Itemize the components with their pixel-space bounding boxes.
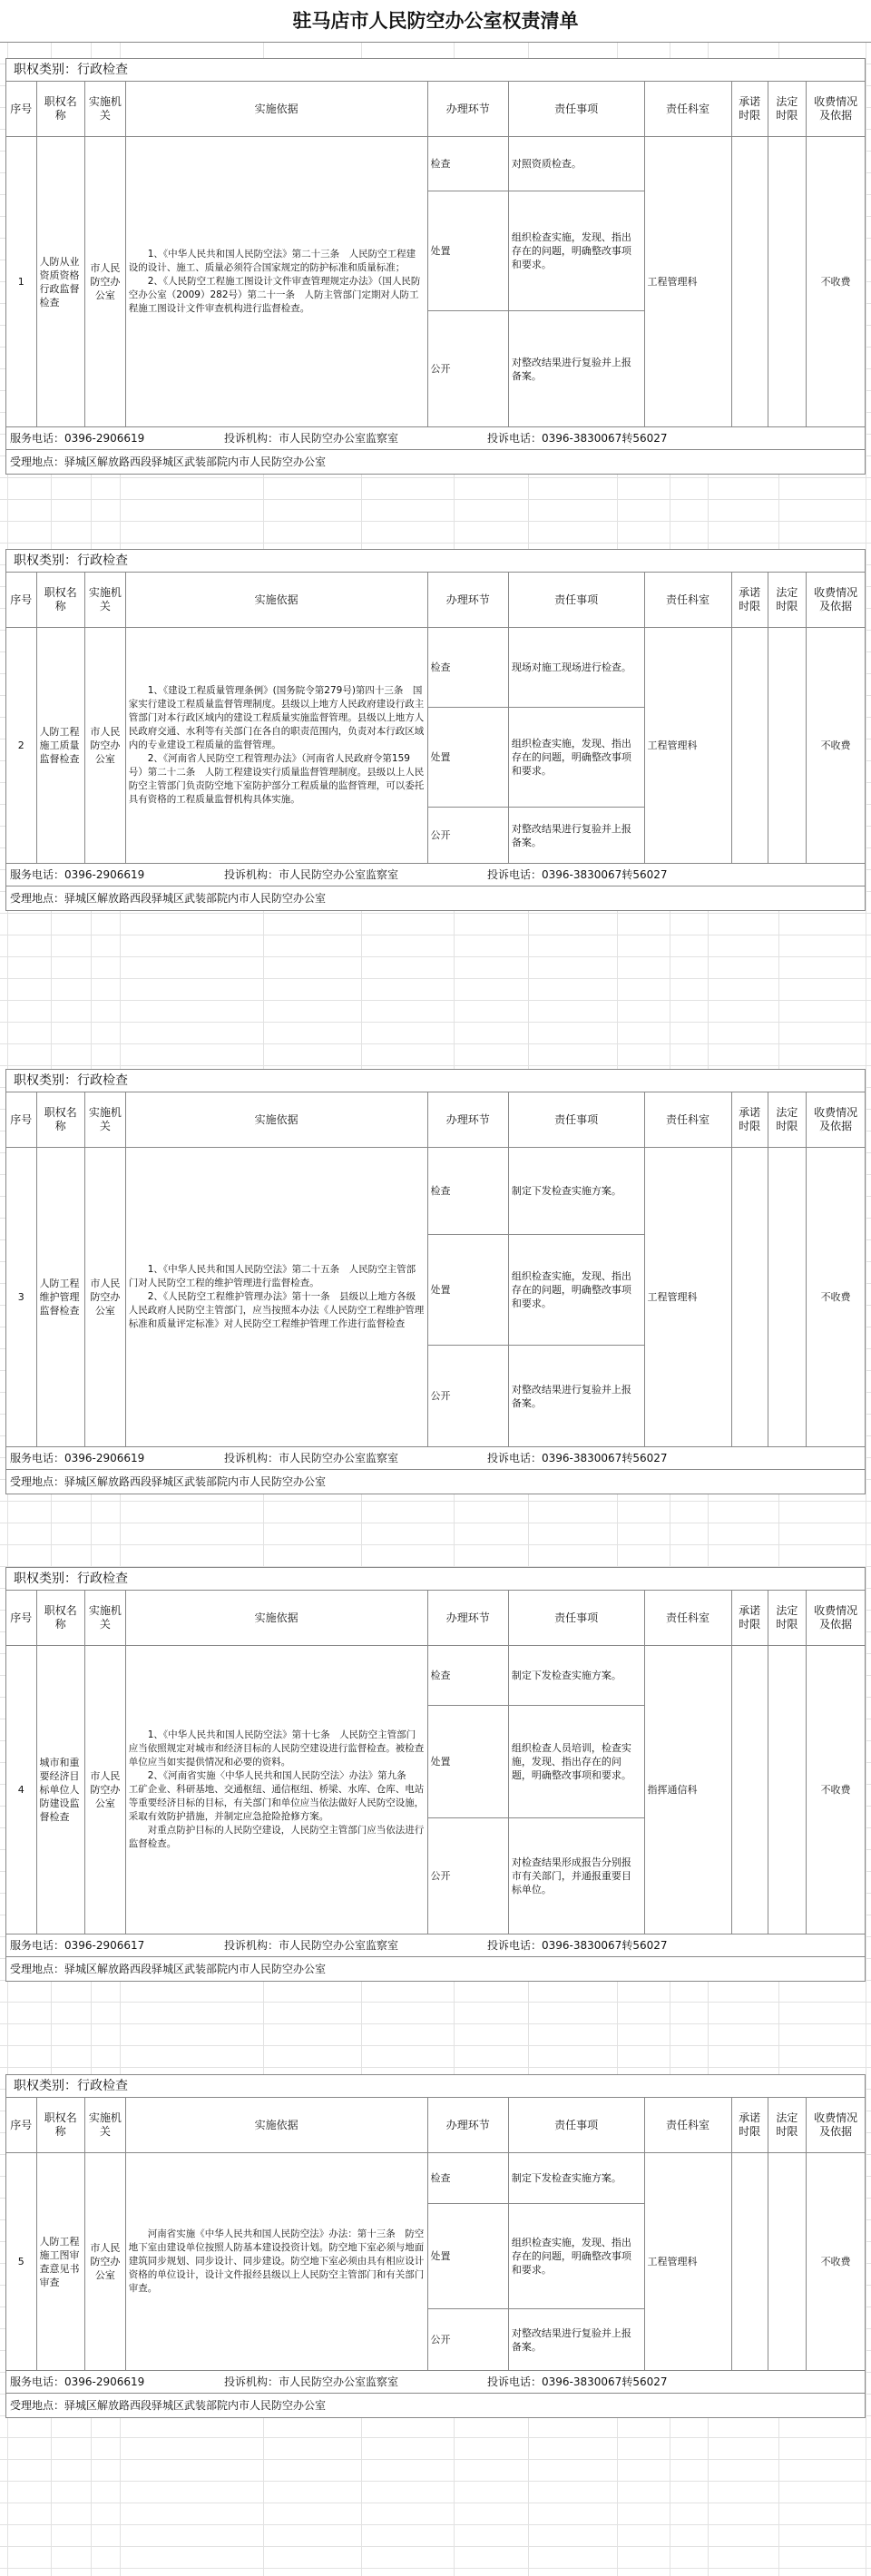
header-basis: 实施依据 — [125, 2098, 427, 2153]
legal-basis-paragraph: 河南省实施《中华人民共和国人民防空法》办法：第十三条 防空地下室由建设单位按照人防基本建设投资计划。防空地下室必须与地面建筑同步规划、同步设计、同步建设。防空地下室必须由具有相应设计资格的单位设计，设计文件报经县级以上人民防空主管部门和有关部门审查。 — [128, 2228, 425, 2294]
responsibility-item: 组织检查实施，发现、指出存在的问题，明确整改事项和要求。 — [508, 2204, 644, 2309]
grid-row-line — [0, 2002, 871, 2003]
header-seq: 序号 — [6, 82, 37, 137]
complaint-phone: 投诉电话：0396-3830067转56027 — [487, 1939, 668, 1952]
service-phone: 服务电话：0396-2906619 — [10, 1452, 145, 1464]
legal-basis-paragraph: 1、《中华人民共和国人民防空法》第二十三条 人民防空工程建设的设计、施工、质量必须符合国家规定的防护标准和质量标准； — [128, 249, 416, 273]
header-legal: 法定时限 — [768, 1591, 806, 1646]
header-name: 职权名称 — [36, 2098, 85, 2153]
header-basis: 实施依据 — [125, 82, 427, 137]
authority-table — [5, 81, 866, 427]
category-label: 职权类别：行政检查 — [5, 1069, 866, 1092]
header-seq: 序号 — [6, 1591, 37, 1646]
table-row — [6, 137, 866, 191]
header-dept: 责任科室 — [644, 1591, 731, 1646]
legal-basis-paragraph: 2、《河南省实施〈中华人民共和国人民防空法〉办法》第九条 工矿企业、科研基地、交通枢纽、通信枢纽、桥梁、水库、仓库、电站等重要经济目标的目标，有关部门和单位应当依法做好人民防空设施，采取有效防护措施，并制定应急抢险抢修方案。 — [128, 1770, 425, 1822]
row-seq: 2 — [6, 628, 37, 864]
legal-basis-paragraph: 2、《人民防空工程维护管理办法》第十一条 县级以上地方各级人民政府人民防空主管部门，应当按照本办法《人民防空工程维护管理标准和质量评定标准》对人民防空工程维护管理工作进行监督检查 — [128, 1291, 425, 1329]
process-stage: 公开 — [427, 1818, 508, 1934]
responsible-department: 工程管理科 — [644, 628, 731, 864]
authority-name: 人防从业资质资格行政监督检查 — [36, 137, 85, 427]
table-header-row — [6, 573, 866, 628]
implementing-agency: 市人民防空办公室 — [85, 2153, 126, 2371]
responsibility-item: 现场对施工现场进行检查。 — [508, 628, 644, 708]
header-promise: 承诺时限 — [731, 2098, 768, 2153]
promise-time-limit — [731, 137, 768, 427]
fee-info: 不收费 — [807, 137, 866, 427]
process-stage: 公开 — [427, 311, 508, 427]
header-promise: 承诺时限 — [731, 1591, 768, 1646]
authority-name: 人防工程维护管理监督检查 — [36, 1148, 85, 1447]
grid-row-line — [0, 956, 871, 957]
contact-row — [5, 1447, 866, 1470]
category-label: 职权类别：行政检查 — [5, 1567, 866, 1590]
responsibility-item: 对检查结果形成报告分别报市有关部门，并通报重要目标单位。 — [508, 1818, 644, 1934]
service-phone: 服务电话：0396-2906619 — [10, 2375, 145, 2388]
authority-table — [5, 1092, 866, 1447]
authority-block — [5, 549, 866, 911]
responsibility-item: 组织检查实施，发现、指出存在的问题，明确整改事项和要求。 — [508, 191, 644, 311]
header-duty: 责任事项 — [508, 2098, 644, 2153]
complaint-agency: 投诉机构：市人民防空办公室监察室 — [224, 1452, 399, 1464]
grid-row-line — [0, 1022, 871, 1023]
fee-info: 不收费 — [807, 2153, 866, 2371]
table-row — [6, 1148, 866, 1235]
process-stage: 检查 — [427, 2153, 508, 2204]
complaint-agency: 投诉机构：市人民防空办公室监察室 — [224, 1939, 399, 1952]
authority-block — [5, 1567, 866, 1982]
grid-row-line — [0, 477, 871, 478]
header-legal: 法定时限 — [768, 2098, 806, 2153]
legal-basis-paragraph: 1、《建设工程质量管理条例》(国务院令第279号)第四十三条 国家实行建设工程质量监督管理制度。县级以上地方人民政府建设行政主管部门对本行政区域内的建设工程质量实施监督管理。县级以上地方人民政府交通、水利等有关部门在各自的职责范围内，负责对本行政区域内的专业建设工程质量的监督管理。 — [128, 685, 425, 750]
row-seq: 4 — [6, 1646, 37, 1934]
authority-block — [5, 2074, 866, 2418]
responsibility-item: 组织检查实施，发现、指出存在的问题，明确整改事项和要求。 — [508, 1235, 644, 1346]
row-seq: 5 — [6, 2153, 37, 2371]
legal-time-limit — [768, 1646, 806, 1934]
header-fee: 收费情况及依据 — [807, 1092, 866, 1148]
grid-row-line — [0, 2524, 871, 2525]
promise-time-limit — [731, 2153, 768, 2371]
legal-time-limit — [768, 628, 806, 864]
table-header-row — [6, 82, 866, 137]
responsible-department: 指挥通信科 — [644, 1646, 731, 1934]
header-basis: 实施依据 — [125, 1092, 427, 1148]
table-row — [6, 628, 866, 708]
grid-row-line — [0, 1000, 871, 1001]
process-stage: 处置 — [427, 2204, 508, 2309]
promise-time-limit — [731, 628, 768, 864]
header-stage: 办理环节 — [427, 1591, 508, 1646]
category-label: 职权类别：行政检查 — [5, 549, 866, 572]
responsible-department: 工程管理科 — [644, 2153, 731, 2371]
table-header-row — [6, 1591, 866, 1646]
service-phone: 服务电话：0396-2906619 — [10, 868, 145, 881]
complaint-phone: 投诉电话：0396-3830067转56027 — [487, 2375, 668, 2388]
header-name: 职权名称 — [36, 82, 85, 137]
service-address: 受理地点：驿城区解放路西段驿城区武装部院内市人民防空办公室 — [5, 450, 866, 475]
process-stage: 公开 — [427, 2309, 508, 2371]
responsibility-item: 对整改结果进行复验并上报备案。 — [508, 808, 644, 864]
complaint-phone: 投诉电话：0396-3830067转56027 — [487, 868, 668, 881]
grid-row-line — [0, 2546, 871, 2547]
grid-row-line — [0, 2568, 871, 2569]
header-seq: 序号 — [6, 2098, 37, 2153]
legal-time-limit — [768, 137, 806, 427]
header-fee: 收费情况及依据 — [807, 573, 866, 628]
header-seq: 序号 — [6, 573, 37, 628]
responsibility-item: 对整改结果进行复验并上报备案。 — [508, 1346, 644, 1447]
legal-basis — [125, 2153, 427, 2371]
grid-row-line — [0, 2481, 871, 2482]
legal-time-limit — [768, 2153, 806, 2371]
category-label: 职权类别：行政检查 — [5, 2074, 866, 2097]
complaint-agency: 投诉机构：市人民防空办公室监察室 — [224, 868, 399, 881]
header-name: 职权名称 — [36, 1092, 85, 1148]
header-org: 实施机关 — [85, 1092, 126, 1148]
process-stage: 处置 — [427, 191, 508, 311]
authority-table — [5, 2097, 866, 2371]
grid-row-line — [0, 2045, 871, 2046]
header-dept: 责任科室 — [644, 1092, 731, 1148]
legal-basis-paragraph: 2、《人民防空工程施工图设计文件审查管理规定办法》（国人民防空办公室（2009）282号）第二十一条 人防主管部门定期对人防工程施工图设计文件审查机构进行监督检查。 — [128, 276, 421, 314]
table-row — [6, 2153, 866, 2204]
header-dept: 责任科室 — [644, 573, 731, 628]
header-basis: 实施依据 — [125, 1591, 427, 1646]
header-legal: 法定时限 — [768, 573, 806, 628]
grid-row-line — [0, 2459, 871, 2460]
header-duty: 责任事项 — [508, 1092, 644, 1148]
authority-block — [5, 1069, 866, 1494]
grid-row-line — [0, 978, 871, 979]
header-basis: 实施依据 — [125, 573, 427, 628]
process-stage: 处置 — [427, 1235, 508, 1346]
responsibility-item: 组织检查人员培训，检查实施，发现、指出存在的问题，明确整改事项和要求。 — [508, 1706, 644, 1818]
header-promise: 承诺时限 — [731, 82, 768, 137]
table-header-row — [6, 1092, 866, 1148]
contact-row — [5, 2371, 866, 2394]
contact-row — [5, 1934, 866, 1957]
grid-row-line — [0, 499, 871, 500]
complaint-phone: 投诉电话：0396-3830067转56027 — [487, 1452, 668, 1464]
table-header-row — [6, 2098, 866, 2153]
complaint-phone: 投诉电话：0396-3830067转56027 — [487, 432, 668, 445]
service-address: 受理地点：驿城区解放路西段驿城区武装部院内市人民防空办公室 — [5, 886, 866, 911]
contact-row — [5, 427, 866, 450]
header-dept: 责任科室 — [644, 2098, 731, 2153]
fee-info: 不收费 — [807, 628, 866, 864]
process-stage: 公开 — [427, 1346, 508, 1447]
grid-row-line — [0, 1544, 871, 1545]
service-address: 受理地点：驿城区解放路西段驿城区武装部院内市人民防空办公室 — [5, 1957, 866, 1982]
header-stage: 办理环节 — [427, 1092, 508, 1148]
authority-table — [5, 1590, 866, 1934]
page-title: 驻马店市人民防空办公室权责清单 — [0, 0, 871, 43]
responsible-department: 工程管理科 — [644, 1148, 731, 1447]
implementing-agency: 市人民防空办公室 — [85, 628, 126, 864]
service-address: 受理地点：驿城区解放路西段驿城区武装部院内市人民防空办公室 — [5, 2394, 866, 2418]
legal-time-limit — [768, 1148, 806, 1447]
legal-basis-paragraph: 2、《河南省人民防空工程管理办法》（河南省人民政府令第159号）第二十二条 人防工程建设实行质量监督管理制度。县级以上人民防空主管部门负责防空地下室防护部分工程质量的监督管理，可以委托具有资格的工程质量监督机构具体实施。 — [128, 753, 425, 805]
responsibility-item: 对整改结果进行复验并上报备案。 — [508, 311, 644, 427]
process-stage: 检查 — [427, 1646, 508, 1706]
table-row — [6, 1646, 866, 1706]
process-stage: 处置 — [427, 1706, 508, 1818]
legal-basis — [125, 628, 427, 864]
header-duty: 责任事项 — [508, 82, 644, 137]
row-seq: 3 — [6, 1148, 37, 1447]
header-dept: 责任科室 — [644, 82, 731, 137]
legal-basis — [125, 137, 427, 427]
header-name: 职权名称 — [36, 573, 85, 628]
responsibility-item: 组织检查实施，发现、指出存在的问题，明确整改事项和要求。 — [508, 708, 644, 808]
authority-block — [5, 58, 866, 475]
grid-row-line — [0, 2437, 871, 2438]
process-stage: 公开 — [427, 808, 508, 864]
grid-row-line — [0, 521, 871, 522]
process-stage: 检查 — [427, 628, 508, 708]
promise-time-limit — [731, 1148, 768, 1447]
authority-table — [5, 572, 866, 864]
grid-row-line — [0, 1043, 871, 1044]
header-name: 职权名称 — [36, 1591, 85, 1646]
header-promise: 承诺时限 — [731, 1092, 768, 1148]
header-seq: 序号 — [6, 1092, 37, 1148]
responsibility-item: 对整改结果进行复验并上报备案。 — [508, 2309, 644, 2371]
header-fee: 收费情况及依据 — [807, 2098, 866, 2153]
grid-row-line — [0, 2023, 871, 2024]
header-org: 实施机关 — [85, 1591, 126, 1646]
process-stage: 处置 — [427, 708, 508, 808]
implementing-agency: 市人民防空办公室 — [85, 1148, 126, 1447]
implementing-agency: 市人民防空办公室 — [85, 1646, 126, 1934]
process-stage: 检查 — [427, 1148, 508, 1235]
service-phone: 服务电话：0396-2906617 — [10, 1939, 145, 1952]
authority-name: 人防工程施工质量监督检查 — [36, 628, 85, 864]
header-stage: 办理环节 — [427, 2098, 508, 2153]
header-promise: 承诺时限 — [731, 573, 768, 628]
responsibility-item: 制定下发检查实施方案。 — [508, 1646, 644, 1706]
grid-row-line — [0, 543, 871, 544]
grid-row-line — [0, 1501, 871, 1502]
header-fee: 收费情况及依据 — [807, 1591, 866, 1646]
responsibility-item: 制定下发检查实施方案。 — [508, 1148, 644, 1235]
legal-basis-paragraph: 对重点防护目标的人民防空建设，人民防空主管部门应当依法进行监督检查。 — [128, 1825, 425, 1849]
legal-basis-paragraph: 1、《中华人民共和国人民防空法》第十七条 人民防空主管部门应当依照规定对城市和经济目标的人民防空建设进行监督检查。被检查单位应当如实提供情况和必要的资料。 — [128, 1729, 425, 1768]
service-address: 受理地点：驿城区解放路西段驿城区武装部院内市人民防空办公室 — [5, 1470, 866, 1494]
authority-name: 人防工程施工图审查意见书审查 — [36, 2153, 85, 2371]
promise-time-limit — [731, 1646, 768, 1934]
responsibility-item: 对照资质检查。 — [508, 137, 644, 191]
responsible-department: 工程管理科 — [644, 137, 731, 427]
row-seq: 1 — [6, 137, 37, 427]
header-stage: 办理环节 — [427, 573, 508, 628]
header-duty: 责任事项 — [508, 573, 644, 628]
implementing-agency: 市人民防空办公室 — [85, 137, 126, 427]
service-phone: 服务电话：0396-2906619 — [10, 432, 145, 445]
responsibility-item: 制定下发检查实施方案。 — [508, 2153, 644, 2204]
authority-name: 城市和重要经济目标单位人防建设监督检查 — [36, 1646, 85, 1934]
header-org: 实施机关 — [85, 2098, 126, 2153]
legal-basis — [125, 1148, 427, 1447]
process-stage: 检查 — [427, 137, 508, 191]
contact-row — [5, 864, 866, 886]
category-label: 职权类别：行政检查 — [5, 58, 866, 81]
complaint-agency: 投诉机构：市人民防空办公室监察室 — [224, 432, 399, 445]
header-fee: 收费情况及依据 — [807, 82, 866, 137]
header-legal: 法定时限 — [768, 1092, 806, 1148]
header-org: 实施机关 — [85, 573, 126, 628]
header-duty: 责任事项 — [508, 1591, 644, 1646]
grid-row-line — [0, 2067, 871, 2068]
grid-row-line — [0, 1065, 871, 1066]
fee-info: 不收费 — [807, 1148, 866, 1447]
header-org: 实施机关 — [85, 82, 126, 137]
header-stage: 办理环节 — [427, 82, 508, 137]
fee-info: 不收费 — [807, 1646, 866, 1934]
grid-row-line — [0, 913, 871, 914]
legal-basis-paragraph: 1、《中华人民共和国人民防空法》第二十五条 人民防空主管部门对人民防空工程的维护管理进行监督检查。 — [128, 1264, 416, 1288]
complaint-agency: 投诉机构：市人民防空办公室监察室 — [224, 2375, 399, 2388]
header-legal: 法定时限 — [768, 82, 806, 137]
legal-basis — [125, 1646, 427, 1934]
